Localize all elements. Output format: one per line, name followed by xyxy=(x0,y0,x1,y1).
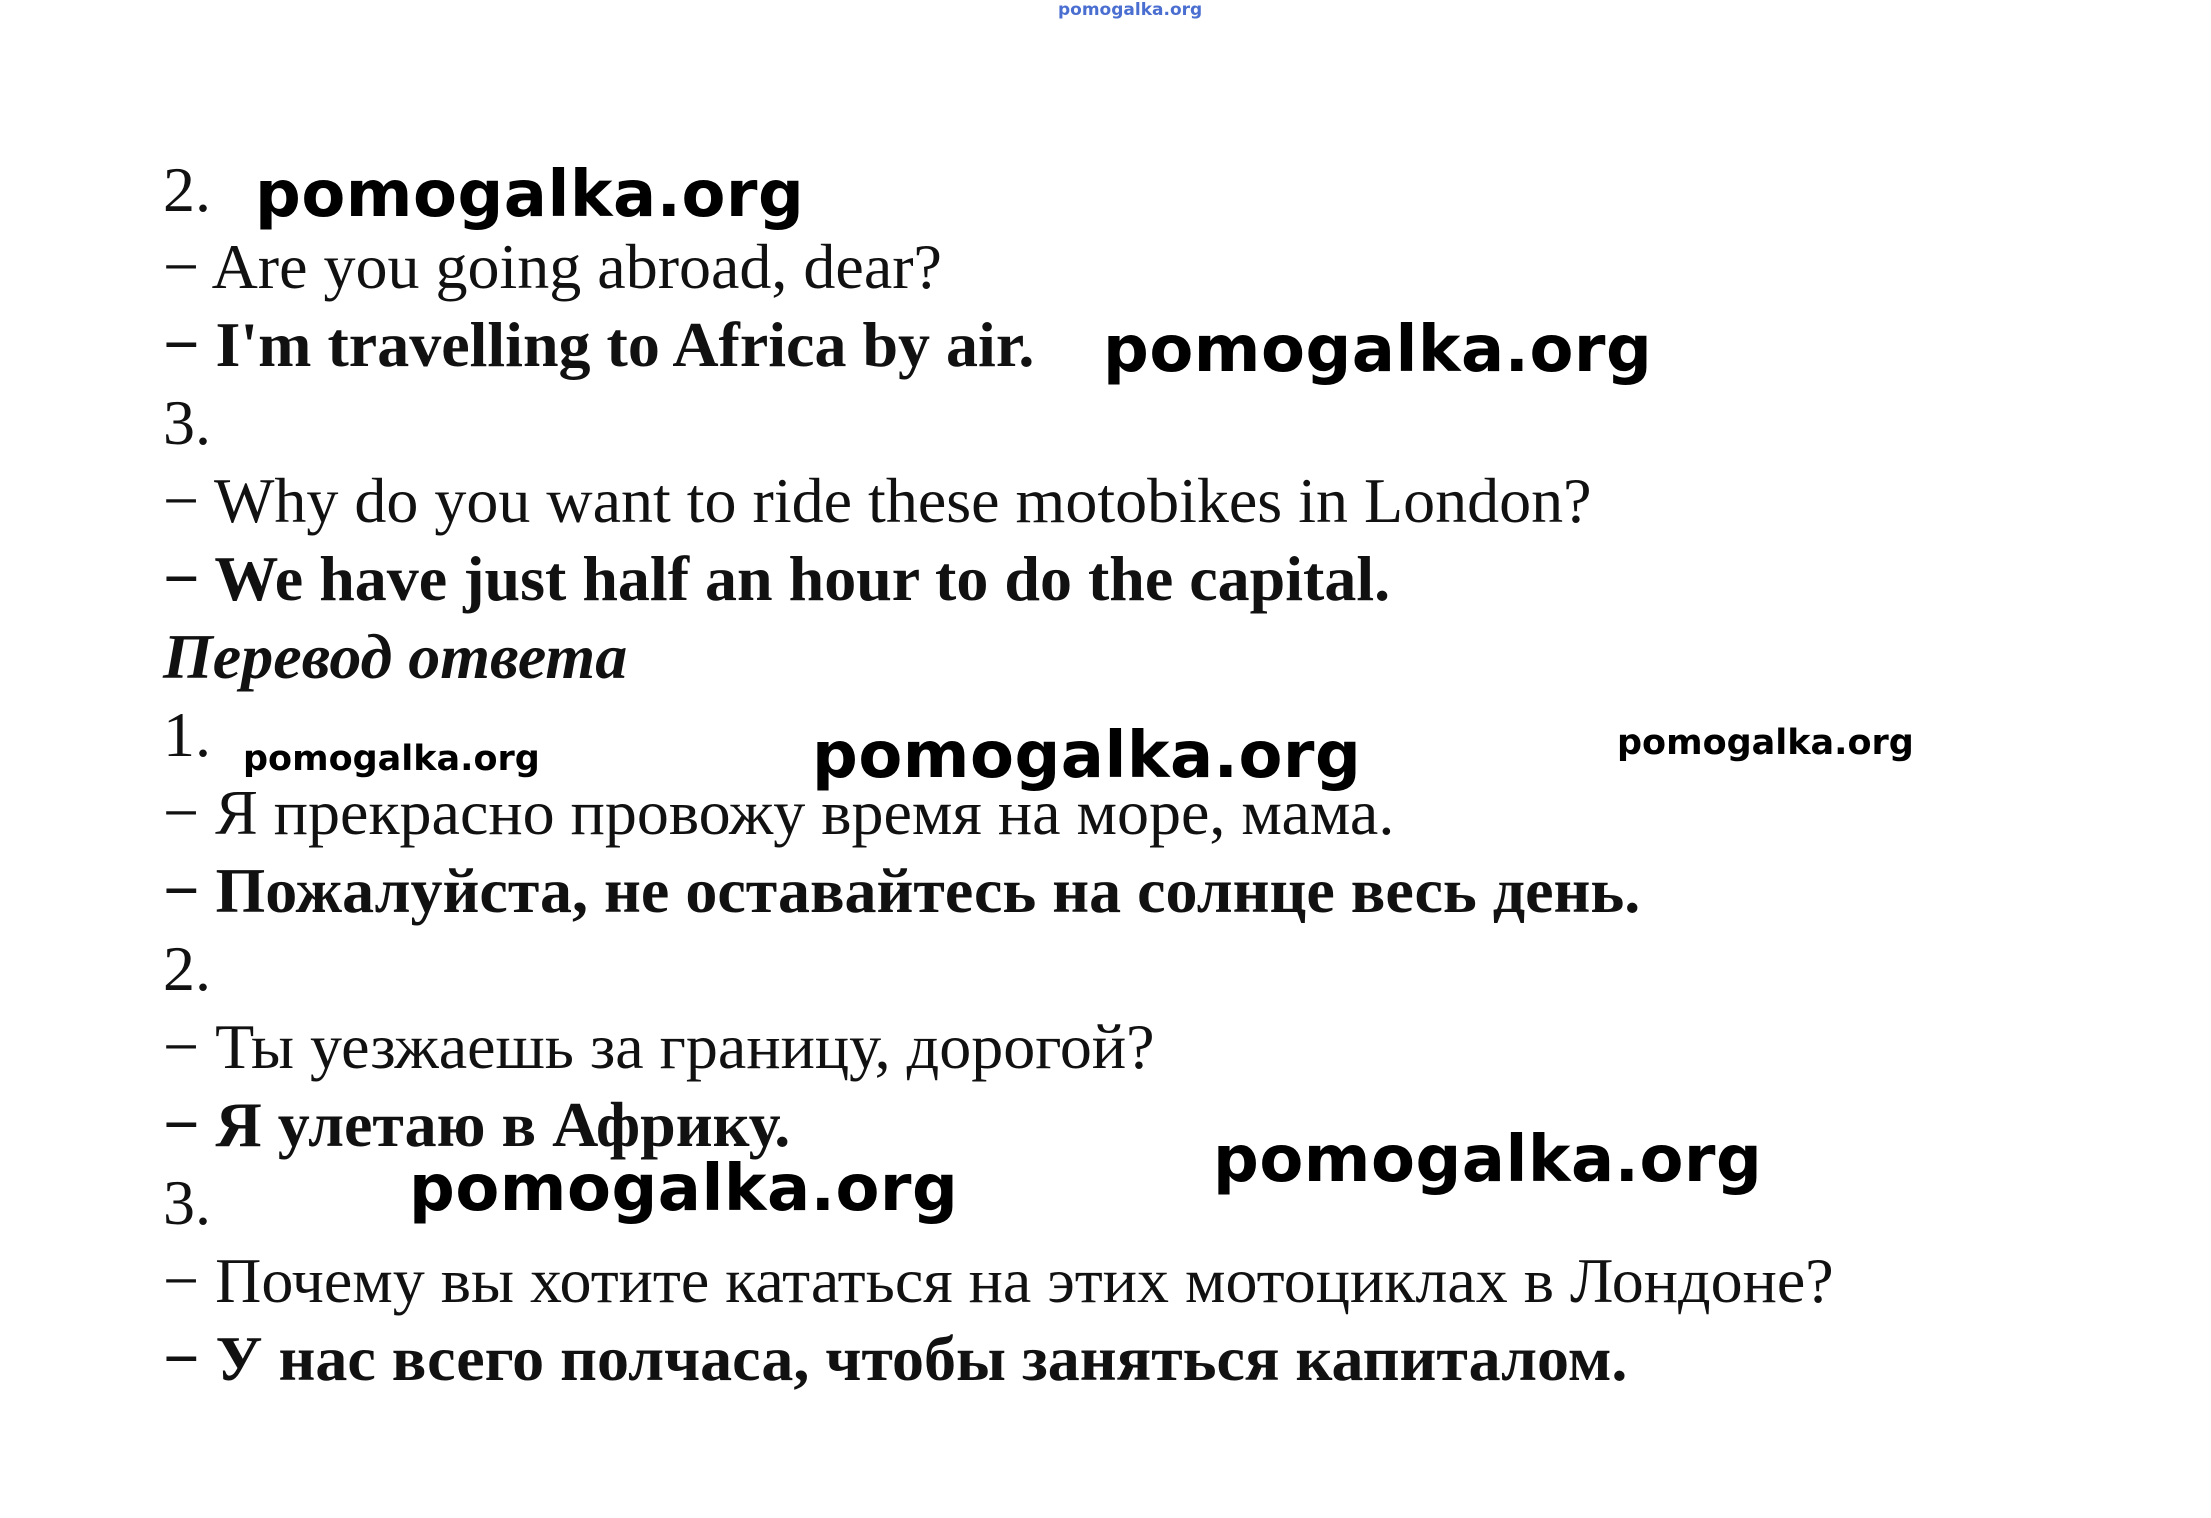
watermark: pomogalka.org xyxy=(1213,1123,1763,1197)
item-number-2: 2. xyxy=(163,933,211,1004)
watermark: pomogalka.org xyxy=(1103,313,1653,387)
dialogue-question: − Я прекрасно провожу время на море, мама. xyxy=(163,777,1395,848)
dialogue-answer: − Пожалуйста, не оставайтесь на солнце весь день. xyxy=(163,855,1641,926)
watermark: pomogalka.org xyxy=(1617,723,1914,763)
item-number-1: 1. xyxy=(163,699,211,770)
dialogue-question: − Почему вы хотите кататься на этих мотоциклах в Лондоне? xyxy=(163,1245,1834,1316)
item-number-3: 3. xyxy=(163,387,211,458)
watermark: pomogalka.org xyxy=(255,158,805,232)
watermark: pomogalka.org xyxy=(812,719,1362,793)
dialogue-answer: − We have just half an hour to do the capital. xyxy=(163,543,1391,614)
header-watermark: pomogalka.org xyxy=(1058,0,1203,20)
dialogue-answer: − I'm travelling to Africa by air. xyxy=(163,309,1035,380)
dialogue-answer: − У нас всего полчаса, чтобы заняться капиталом. xyxy=(163,1323,1628,1394)
watermark: pomogalka.org xyxy=(243,739,540,779)
dialogue-question: − Are you going abroad, dear? xyxy=(163,231,942,302)
section-heading: Перевод ответа xyxy=(163,621,628,692)
dialogue-answer: − Я улетаю в Африку. xyxy=(163,1089,791,1160)
item-number-2: 2. xyxy=(163,154,211,225)
dialogue-question: − Ты уезжаешь за границу, дорогой? xyxy=(163,1011,1155,1082)
watermark: pomogalka.org xyxy=(409,1152,959,1226)
item-number-3: 3. xyxy=(163,1167,211,1238)
dialogue-question: − Why do you want to ride these motobikes in London? xyxy=(163,465,1592,536)
